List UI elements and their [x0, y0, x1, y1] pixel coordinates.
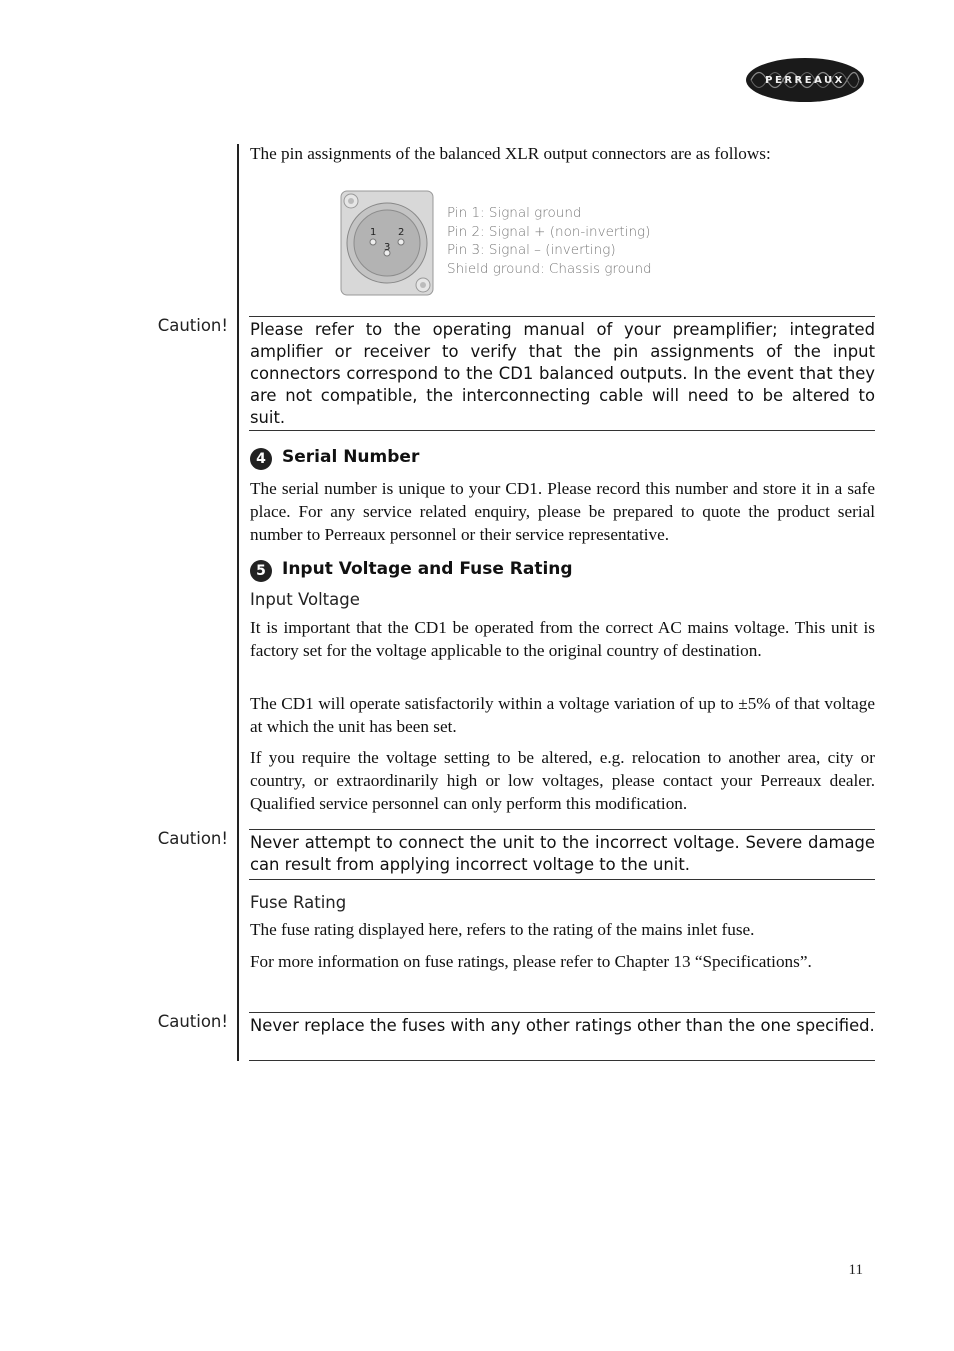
page-number: 11: [848, 1262, 863, 1278]
serial-paragraph: [250, 477, 875, 546]
serial-text: The serial number is unique to your CD1. Please record this number and store it in a safe place. For any service related enquiry, please be prepared to quote the product serial number to Perreaux personnel or their service representative.: [250, 479, 875, 544]
section-title: Input Voltage and Fuse Rating: [282, 559, 573, 579]
pin-assignment: Pin 1: Signal ground: [447, 205, 582, 221]
voltage-text: It is important that the CD1 be operated from the correct AC mains voltage. This unit is factory set for the voltage applicable to the original country of destination.: [250, 618, 875, 660]
caution-label: Caution!: [157, 1012, 228, 1031]
caution-text: Please refer to the operating manual of your preamplifier; integrated amplifier or receiver to verify that the pin assignments of the input connectors correspond to the CD1 balanced outputs. In the event that they are not compatible, the interconnecting cable will need to be altered to suit.: [250, 320, 875, 427]
pin-assignment: Shield ground: Chassis ground: [447, 261, 652, 278]
pin-label-3: 3: [384, 242, 391, 253]
section-number-badge: 5: [250, 560, 272, 582]
pin-assignment: Pin 2: Signal + (non-inverting): [447, 223, 651, 240]
caution-label: Caution!: [157, 829, 228, 848]
voltage-text: The CD1 will operate satisfactorily within a voltage variation of up to ±5% of that voltage at which the unit has been set.: [250, 694, 875, 736]
caution-text: Never attempt to connect the unit to the incorrect voltage. Severe damage can result from applying incorrect voltage to the unit.: [250, 833, 875, 874]
margin-rule: [237, 144, 239, 1061]
voltage-paragraph: [250, 746, 875, 815]
logo-text: PERREAUX: [765, 74, 845, 86]
fuse-text: For more information on fuse ratings, please refer to Chapter 13 “Specifications”.: [250, 952, 812, 971]
xlr-connector-diagram: [340, 190, 434, 296]
caution-box: [249, 1012, 875, 1061]
fuse-paragraph: [250, 950, 875, 973]
section-number-badge: 4: [250, 448, 272, 470]
voltage-text: If you require the voltage setting to be altered, e.g. relocation to another area, city or country, or extraordinarily high or low voltages, please contact your Perreaux dealer. Qualified service personnel can only perform this modification.: [250, 748, 875, 813]
caution-label: Caution!: [157, 316, 228, 335]
voltage-paragraph: [250, 692, 875, 738]
pin-assignment-list: [447, 204, 707, 279]
perreaux-logo: [745, 57, 865, 103]
section-heading-serial: [250, 444, 419, 470]
caution-box: [249, 316, 875, 431]
caution-text: Never replace the fuses with any other ratings other than the one specified.: [250, 1016, 875, 1035]
caution-box: [249, 829, 875, 880]
pin-label-2: 2: [398, 227, 405, 238]
voltage-paragraph: [250, 616, 875, 662]
subheading-input-voltage: Input Voltage: [250, 590, 360, 609]
intro-paragraph: [250, 142, 875, 165]
pin-label-1: 1: [370, 227, 377, 238]
intro-text: The pin assignments of the balanced XLR output connectors are as follows:: [250, 144, 771, 163]
subheading-fuse-rating: Fuse Rating: [250, 893, 347, 912]
pin-assignment: Pin 3: Signal – (inverting): [447, 242, 616, 259]
section-title: Serial Number: [282, 447, 420, 467]
fuse-paragraph: [250, 918, 875, 941]
fuse-text: The fuse rating displayed here, refers to the rating of the mains inlet fuse.: [250, 920, 755, 939]
section-heading-voltage: [250, 556, 573, 582]
